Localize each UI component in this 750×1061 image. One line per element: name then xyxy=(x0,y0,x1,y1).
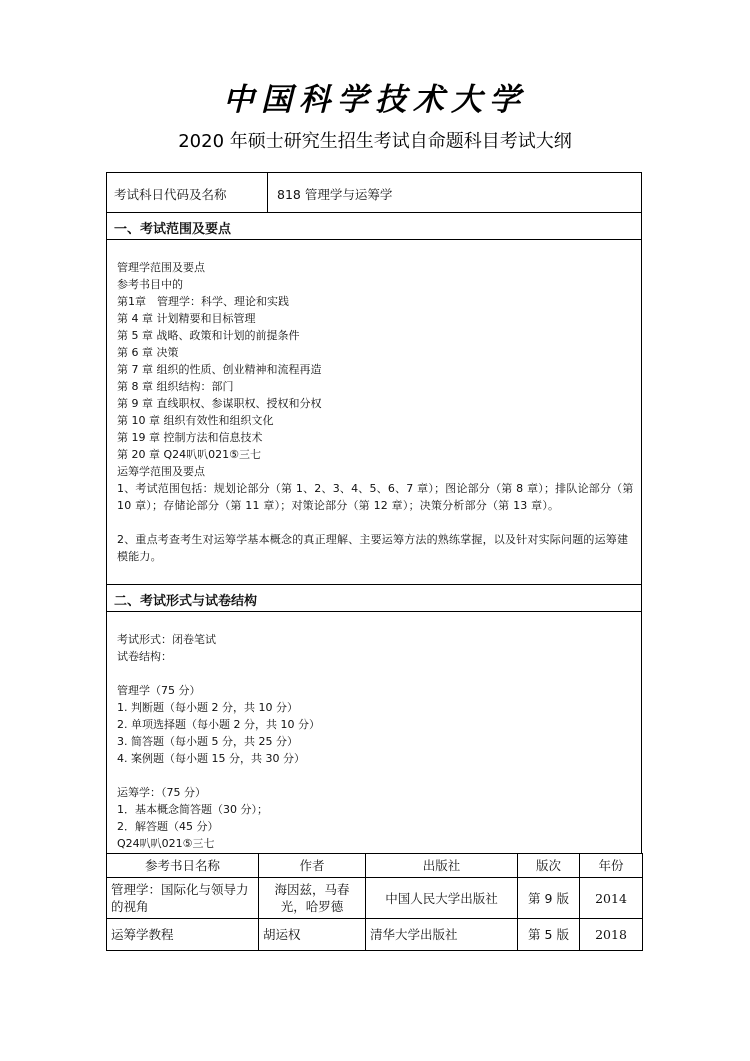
table-header-row xyxy=(107,854,643,878)
table-row xyxy=(107,878,643,919)
list-item: 第 7 章 组织的性质、创业精神和流程再造 xyxy=(117,363,322,376)
author-cell: 胡运权 xyxy=(259,919,366,951)
subject-divider xyxy=(267,173,268,212)
list-item: 第 6 章 决策 xyxy=(117,346,179,359)
column-header: 年份 xyxy=(580,854,643,878)
list-item: 第1章 管理学：科学、理论和实践 xyxy=(117,295,289,308)
or-point-2: 2、重点考查考生对运筹学基本概念的真正理解、主要运筹方法的熟练掌握，以及针对实际问题的运筹建模能力。 xyxy=(117,533,629,563)
or-point-1: 1、考试范围包括：规划论部分（第 1、2、3、4、5、6、7 章）；图论部分（第 8 章）；排队论部分（第 10 章）；存储论部分（第 11 章）；对策论部分（第 12 章）；决策分析部分（第 13 章）。 xyxy=(117,482,634,512)
university-logo-text: 中国科学技术大学 xyxy=(223,82,527,118)
list-item: 第 4 章 计划精要和目标管理 xyxy=(117,312,256,325)
page-title: 2020 年硕士研究生招生考试自命题科目考试大纲 xyxy=(178,131,572,152)
column-header: 出版社 xyxy=(366,854,518,878)
list-item: 3. 简答题（每小题 5 分，共 25 分） xyxy=(117,735,298,748)
management-scope-list xyxy=(117,259,322,480)
column-header: 参考书日名称 xyxy=(107,854,259,878)
edition-cell: 第 5 版 xyxy=(518,919,580,951)
book-title-cell: 管理学：国际化与领导力的视角 xyxy=(107,878,259,919)
list-item: 试卷结构： xyxy=(117,650,172,663)
list-item: 管理学范围及要点 xyxy=(117,261,205,274)
section1-heading: 一、考试范围及要点 xyxy=(114,222,232,237)
list-item: 第 19 章 控制方法和信息技术 xyxy=(117,431,263,444)
list-item: Q24叭叭021⑤三七 xyxy=(117,837,215,850)
publisher-cell: 中国人民大学出版社 xyxy=(366,878,518,919)
list-item: 第 20 章 Q24叭叭021⑤三七 xyxy=(117,448,261,461)
divider xyxy=(107,584,641,585)
book-title-cell: 运筹学教程 xyxy=(107,919,259,951)
divider xyxy=(107,239,641,240)
column-header: 版次 xyxy=(518,854,580,878)
reference-books-table xyxy=(106,853,643,951)
exam-structure-list xyxy=(117,631,320,852)
table-row xyxy=(107,919,643,951)
list-item: 参考书目中的 xyxy=(117,278,183,291)
divider xyxy=(107,212,641,213)
subject-value: 818 管理学与运筹学 xyxy=(277,187,393,202)
edition-cell: 第 9 版 xyxy=(518,878,580,919)
list-item: 第 5 章 战略、政策和计划的前提条件 xyxy=(117,329,300,342)
list-item: 2. 单项选择题（每小题 2 分，共 10 分） xyxy=(117,718,320,731)
list-item: 第 9 章 直线职权、参谋职权、授权和分权 xyxy=(117,397,322,410)
divider xyxy=(107,611,641,612)
list-item: 考试形式：闭卷笔试 xyxy=(117,633,216,646)
list-item: 第 10 章 组织有效性和组织文化 xyxy=(117,414,274,427)
list-item: 4. 案例题（每小题 15 分，共 30 分） xyxy=(117,752,305,765)
list-item: 运筹学：（75 分） xyxy=(117,786,206,799)
subject-label: 考试科日代码及名称 xyxy=(114,187,227,202)
list-item: 管理学（75 分） xyxy=(117,684,201,697)
year-cell: 2018 xyxy=(580,919,643,951)
list-item: 第 8 章 组织结构：部门 xyxy=(117,380,234,393)
section2-heading: 二、考试形式与试卷结构 xyxy=(114,594,258,609)
author-cell: 海因兹，马春光，哈罗德 xyxy=(259,878,366,919)
column-header: 作者 xyxy=(259,854,366,878)
list-item: 1. 判断题（每小题 2 分，共 10 分） xyxy=(117,701,298,714)
list-item: 1．基本概念简答题（30 分）； xyxy=(117,803,268,816)
syllabus-frame xyxy=(106,172,642,854)
year-cell: 2014 xyxy=(580,878,643,919)
list-item: 2．解答题（45 分） xyxy=(117,820,219,833)
publisher-cell: 清华大学出版社 xyxy=(366,919,518,951)
list-item: 运筹学范围及要点 xyxy=(117,465,205,478)
